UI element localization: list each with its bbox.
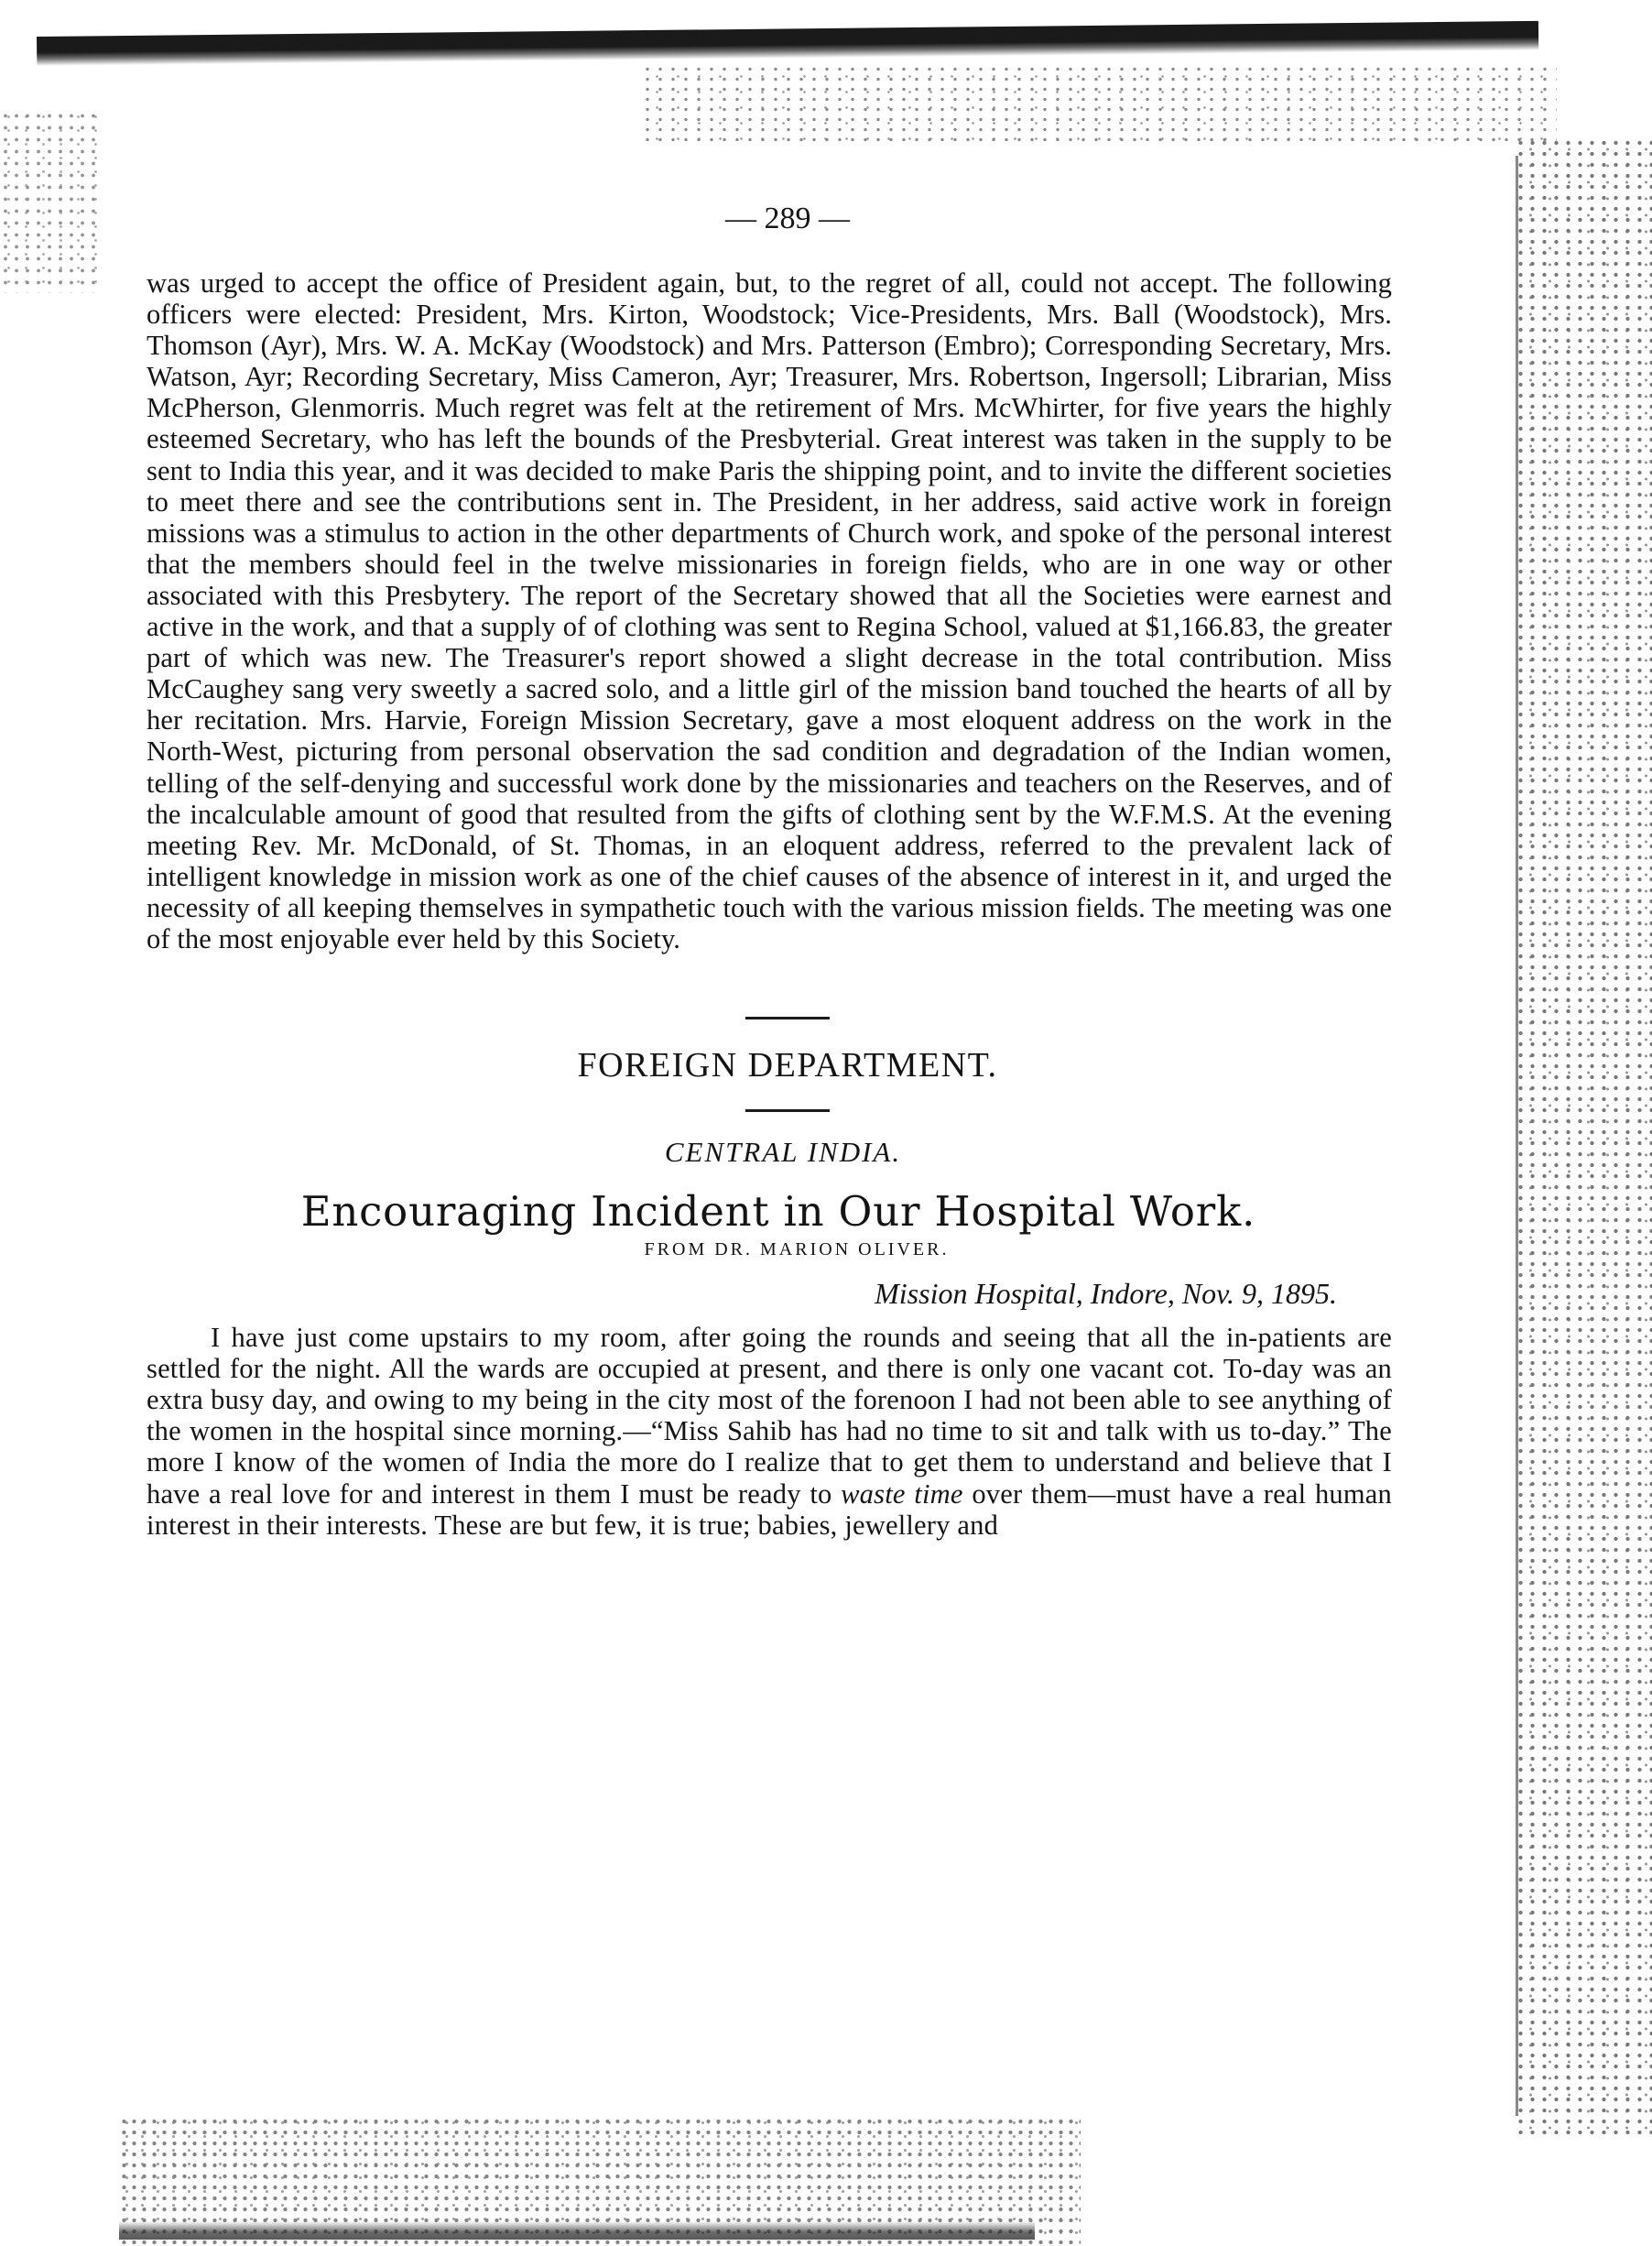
scan-edge-right: [1515, 137, 1652, 2134]
letter-paragraph: [147, 1322, 1392, 1541]
scan-edge-left: [0, 110, 101, 293]
report-paragraph: was urged to accept the office of President again, but, to the regret of all, could not accept. The following officers were elected: President, Mrs. Kirton, Woodstock; Vice-Presidents, Mrs. Ball (Woodstock), Mrs. Thomson (Ayr), Mrs. W. A. McKay (Woodstock) and Mrs. Patterson (Embro); Corresponding Secretary, Mrs. Watson, Ayr; Recording Secretary, Miss Cameron, Ayr; Treasurer, Mrs. Robertson, Ingersoll; Librarian, Miss McPherson, Glenmorris. Much regret was felt at the retirement of Mrs. McWhirter, for five years the highly esteemed Secretary, who has left the bounds of the Presbyterial. Great interest was taken in the supply to be sent to India this year, and it was decided to make Paris the shipping point, and to invite the different societies to meet there and see the contributions sent in. The President, in her address, said active work in foreign missions was a stimulus to action in the other departments of Church work, and spoke of the personal interest that the members should feel in the twelve missionaries in foreign fields, who are in one way or other associated with this Presbytery. The report of the Secretary showed that all the Societies were earnest and active in the work, and that a supply of of clothing was sent to Regina School, valued at $1,166.83, the greater part of which was new. The Treasurer's report showed a slight decrease in the total contribution. Miss McCaughey sang very sweetly a sacred solo, and a little girl of the mission band touched the hearts of all by her recitation. Mrs. Harvie, Foreign Mission Secretary, gave a most eloquent address on the work in the North-West, picturing from personal observation the sad condition and degradation of the Indian women, telling of the self-denying and successful work done by the missionaries and teachers on the Reserves, and of the incalculable amount of good that resulted from the gifts of clothing sent by the W.F.M.S. At the evening meeting Rev. Mr. McDonald, of St. Thomas, in an eloquent address, referred to the prevalent lack of intelligent knowledge in mission work as one of the chief causes of the absence of interest in it, and urged the necessity of all keeping themselves in sympathetic touch with the various mission fields. The meeting was one of the most enjoyable ever held by this Society.: [147, 267, 1392, 954]
page-number: — 289 —: [725, 202, 850, 235]
letter-text-end: over them—must have a real human interest in their interests. These are but few, it is true; babies, jewellery and: [147, 1477, 1392, 1541]
letter-emphasis: waste time: [841, 1477, 963, 1510]
byline: FROM DR. MARION OLIVER.: [644, 1239, 950, 1260]
scan-edge-top: [37, 21, 1538, 66]
divider-rule: [745, 1017, 830, 1019]
section-heading: FOREIGN DEPARTMENT.: [577, 1046, 998, 1085]
article-title: Encouraging Incident in Our Hospital Work.: [300, 1187, 1256, 1237]
sub-heading: CENTRAL INDIA.: [664, 1136, 902, 1169]
scan-margin-line: [1516, 156, 1518, 2116]
letter-text-start: I have just come upstairs to my room, after going the rounds and seeing that all the in-patients are settled for the night. All the wards are occupied at present, and there is only one vacant cot. To-day was an extra busy day, and owing to my being in the city most of the forenoon I had not been able to see anything of the women in the hospital since morning.—“Miss Sahib has had no time to sit and talk with us to-day.” The more I know of the women of India the more do I realize that to get them to understand and believe that I have a real love for and interest in them I must be ready to: [147, 1322, 1392, 1510]
document-page: [147, 202, 1392, 1541]
scan-bottom-bar: [119, 2221, 1035, 2240]
scan-speckle-top: [641, 64, 1557, 147]
dateline: Mission Hospital, Indore, Nov. 9, 1895.: [875, 1277, 1337, 1311]
divider-rule: [745, 1109, 830, 1112]
